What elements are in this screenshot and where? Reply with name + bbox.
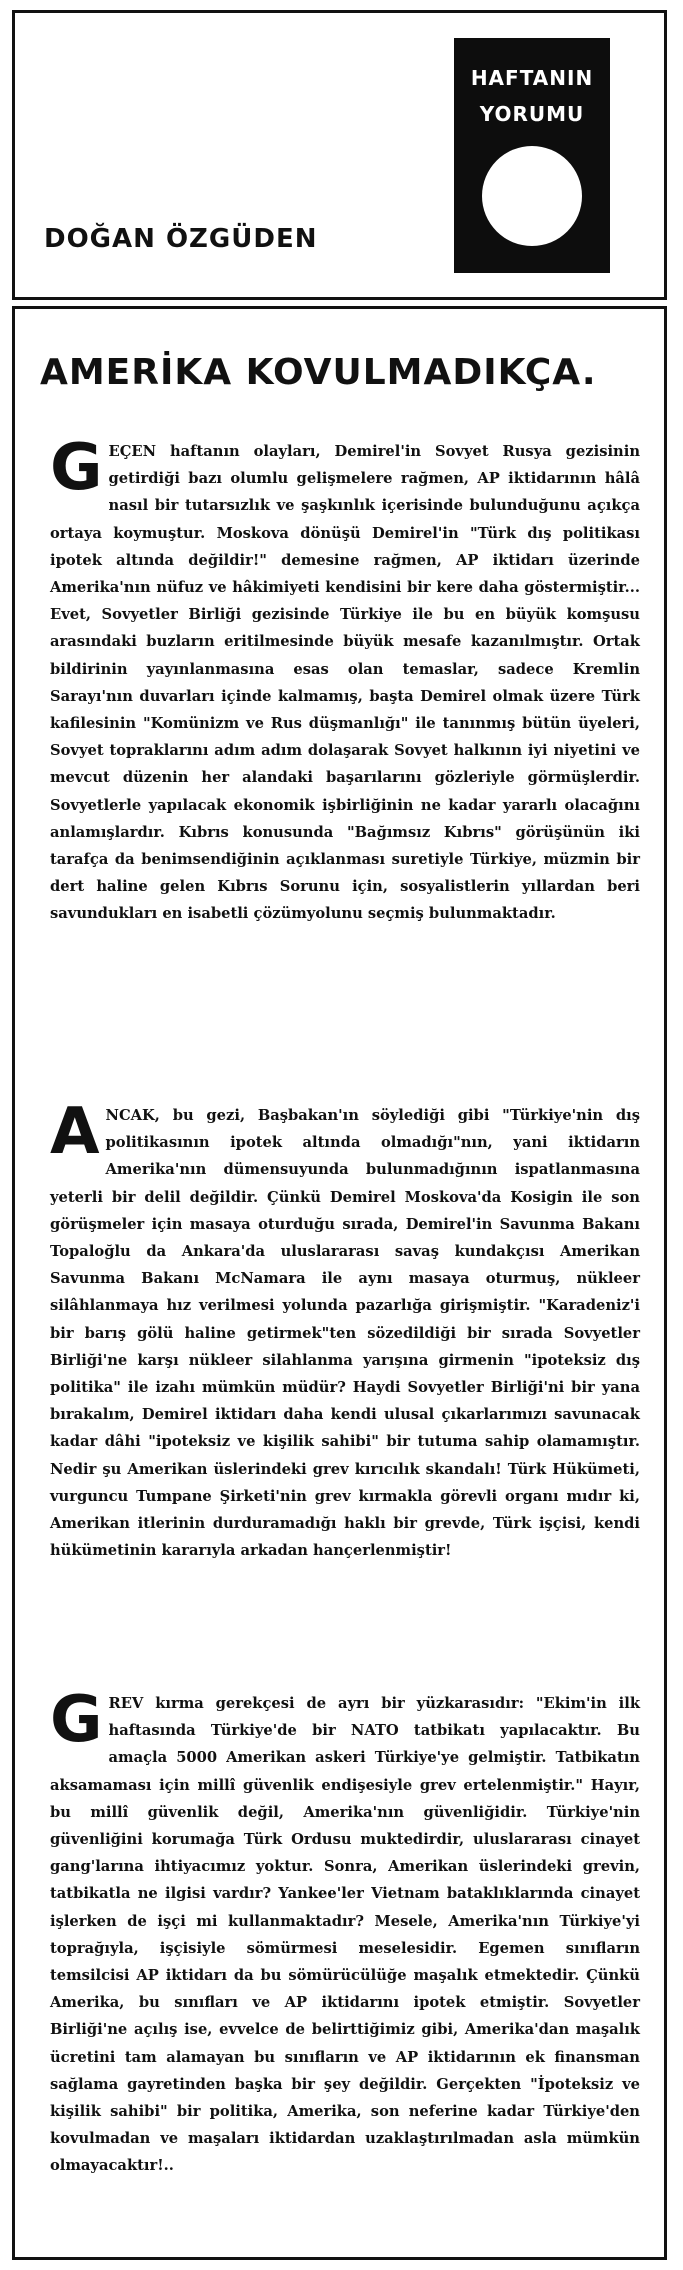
paragraph-text: NCAK, bu gezi, Başbakan'ın söylediği gibi "Türkiye'nin dış politikasının ipotek altında olmadığı"nın, yani iktidarın Amerika'nın dümensuyunda bulunmadığının ispatlanmasına yeterli bir delil değildir. Çünkü Demirel Moskova'da Kosigin ile son görüşmeler için masaya oturduğu sırada, Demirel'in Savunma Bakanı Topaloğlu da Ankara'da uluslararası savaş kundakçısı Amerikan Savunma Bakanı McNamara ile aynı masaya oturmuş, nükleer silâhlanmaya hız verilmesi yolunda pazarlığa girişmiştir. "Karadeniz'i bir barış gölü haline getirmek"ten sözedildiği bir sırada Sovyetler Birliği'ne karşı nükleer silahlanma yarışına girmenin "ipoteksiz dış politika" ile izahı mümkün müdür? Haydi Sovyetler Birliği'ni bir yana bırakalım, Demirel iktidarı daha kendi ulusal çıkarlarımızı savunacak kadar dâhi "ipoteksiz ve kişilik sahibi" bir tutuma sahip olamamıştır. Nedir şu Amerikan üslerindeki grev kırıcılık skandalı! Türk Hükümeti, vurguncu Tumpane Şirketi'nin grev kırmakla görevli organı mıdır ki, Amerikan itlerinin durduramadığı haklı bir grevde, Türk işçisi, kendi hükümetinin kararıyla arkadan hançerlenmiştir! [50,1107,640,1560]
paragraph-text: EÇEN haftanın olayları, Demirel'in Sovyet Rusya gezisinin getirdiği bazı olumlu gelişmelere rağmen, AP iktidarının hâlâ nasıl bir tutarsızlık ve şaşkınlık içerisinde bulunduğunu açıkça ortaya koymuştur. Moskova dönüşü Demirel'in "Türk dış politikası ipotek altında değildir!" demesine rağmen, AP iktidarı üzerinde Amerika'nın nüfuz ve hâkimiyeti kendisini bir kere daha göstermiştir... Evet, Sovyetler Birliği gezisinde Türkiye ile bu en büyük komşusu arasındaki buzların eritilmesinde büyük mesafe kazanılmıştır. Ortak bildirinin yayınlanmasına esas olan temaslar, sadece Kremlin Sarayı'nın duvarları içinde kalmamış, başta Demirel olmak üzere Türk kafilesinin "Komünizm ve Rus düşmanlığı" ile tanınmış bütün üyeleri, Sovyet topraklarını adım adım dolaşarak Sovyet halkının iyi niyetini ve mevcut düzenin her alandaki başarılarını gözleriyle görmüşlerdir. Sovyetlerle yapılacak ekonomik işbirliğinin ne kadar yararlı olacağını anlamışlardır. Kıbrıs konusunda "Bağımsız Kıbrıs" görüşünün iki tarafça da benimsendiğinin açıklanması suretiyle Türkiye, müzmin bir dert haline gelen Kıbrıs Sorunu için, sosyalistlerin yıllardan beri savundukları en isabetli çözümyolunu seçmiş bulunmaktadır. [50,443,640,923]
column-logo [454,38,610,273]
logo-line-2: YORUMU [479,102,585,126]
drop-cap: A [50,1095,100,1169]
paragraph-3 [50,1683,640,2180]
drop-cap: G [50,431,103,505]
author-name: DOĞAN ÖZGÜDEN [44,224,318,254]
paragraph-text: REV kırma gerekçesi de ayrı bir yüzkarasıdır: "Ekim'in ilk haftasında Türkiye'de bir NATO tatbikatı yapılacaktır. Bu amaçla 5000 Amerikan askeri Türkiye'ye gelmiştir. Tatbikatın aksamaması için millî güvenlik endişesiyle grev ertelenmiştir." Hayır, bu millî güvenlik değil, Amerika'nın güvenliğidir. Türkiye'nin güvenliğini korumağa Türk Ordusu muktedirdir, uluslararası cinayet gang'larına ihtiyacımız yoktur. Sonra, Amerikan üslerindeki grevin, tatbikatla ne ilgisi vardır? Yankee'ler Vietnam bataklıklarında cinayet işlerken de işçi mi kullanmaktadır? Mesele, Amerika'nın Türkiye'yi toprağıyla, işçisiyle sömürmesi meselesidir. Egemen sınıfların temsilcisi AP iktidarı da bu sömürücülüğe maşalık etmektedir. Çünkü Amerika, bu sınıfları ve AP iktidarını ipotek etmiştir. Sovyetler Birliği'ne açılış ise, evvelce de belirttiğimiz gibi, Amerika'dan maşalık ücretini tam alamayan bu sınıfların ve AP iktidarının ek finansman sağlama gayretinden başka bir şey değildir. Gerçekten "İpoteksiz ve kişilik sahibi" bir politika, Amerika, son neferine kadar Türkiye'den kovulmadan ve maşaları iktidardan uzaklaştırılmadan asla mümkün olmayacaktır!.. [50,1695,640,2175]
logo-line-1: HAFTANIN [470,66,594,90]
paragraph-1 [50,431,640,928]
drop-cap: G [50,1683,103,1757]
article-title: AMERİKA KOVULMADIKÇA. [40,352,597,393]
paragraph-2 [50,1095,640,1564]
logo-circle-graphic [482,146,582,246]
